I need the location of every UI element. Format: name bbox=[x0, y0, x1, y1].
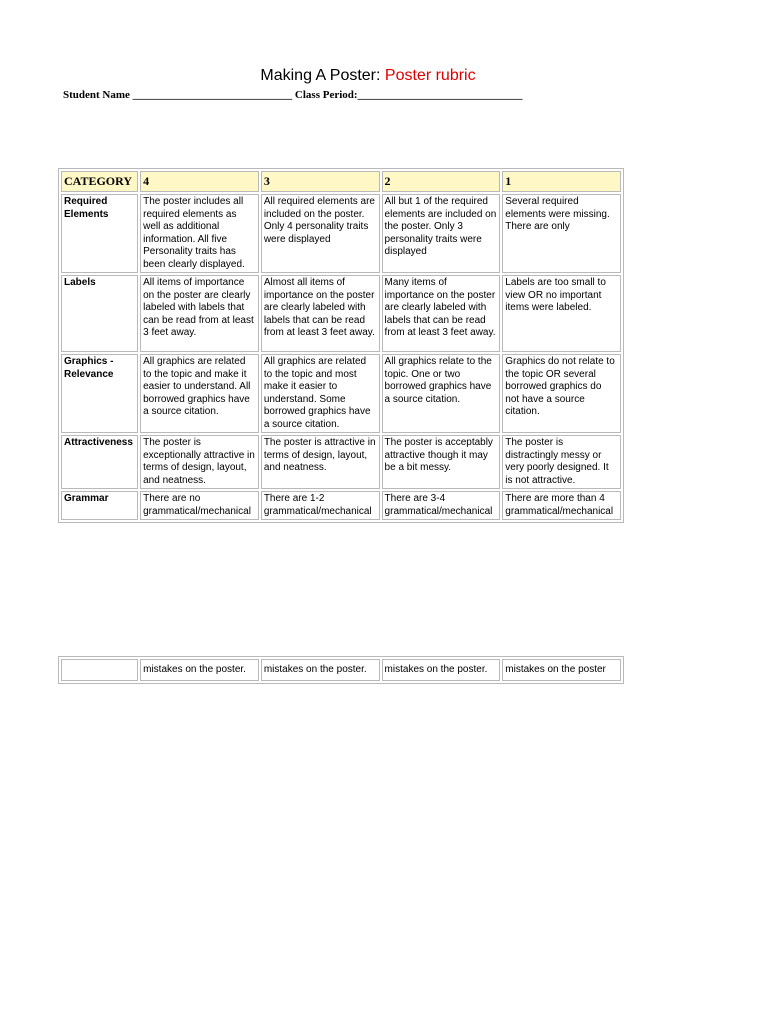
table-row bbox=[61, 194, 621, 273]
rubric-cell: Several required elements were missing. There are only bbox=[502, 194, 621, 273]
title-main: Making A Poster: bbox=[260, 67, 385, 84]
page-title bbox=[0, 67, 736, 85]
rubric-cell: The poster includes all required elements as well as additional information. All five Personality traits has been clearly displayed. bbox=[140, 194, 259, 273]
row-category: Labels bbox=[61, 275, 138, 352]
header-category: CATEGORY bbox=[61, 171, 138, 192]
title-accent: Poster rubric bbox=[384, 67, 476, 84]
rubric-cell: The poster is exceptionally attractive in terms of design, layout, and neatness. bbox=[140, 435, 259, 489]
header-score-4: 4 bbox=[140, 171, 259, 192]
table-row bbox=[61, 275, 621, 352]
rubric-cell: All graphics are related to the topic and make it easier to understand. All borrowed graphics have a source citation. bbox=[140, 354, 259, 433]
rubric-cell: There are 1-2 grammatical/mechanical bbox=[261, 491, 380, 520]
student-info-line: Student Name _____________________________ Class Period:______________________________ bbox=[63, 89, 523, 101]
table-row bbox=[61, 659, 621, 681]
rubric-cell: All graphics relate to the topic. One or two borrowed graphics have a source citation. bbox=[382, 354, 501, 433]
rubric-continuation-table bbox=[58, 656, 624, 684]
row-category: Graphics - Relevance bbox=[61, 354, 138, 433]
table-row bbox=[61, 354, 621, 433]
rubric-cell: Labels are too small to view OR no important items were labeled. bbox=[502, 275, 621, 352]
rubric-cell: mistakes on the poster. bbox=[140, 659, 259, 681]
rubric-cell: mistakes on the poster bbox=[502, 659, 621, 681]
rubric-cell: There are 3-4 grammatical/mechanical bbox=[382, 491, 501, 520]
rubric-cell: All items of importance on the poster are clearly labeled with labels that can be read from at least 3 feet away. bbox=[140, 275, 259, 352]
header-score-2: 2 bbox=[382, 171, 501, 192]
row-category bbox=[61, 659, 138, 681]
rubric-header-row bbox=[61, 171, 621, 192]
rubric-cell: All required elements are included on the poster. Only 4 personality traits were displayed bbox=[261, 194, 380, 273]
header-score-1: 1 bbox=[502, 171, 621, 192]
rubric-cell: The poster is attractive in terms of design, layout, and neatness. bbox=[261, 435, 380, 489]
rubric-cell: Graphics do not relate to the topic OR several borrowed graphics do not have a source citation. bbox=[502, 354, 621, 433]
rubric-table bbox=[58, 168, 624, 523]
rubric-cell: The poster is acceptably attractive though it may be a bit messy. bbox=[382, 435, 501, 489]
rubric-cell: There are no grammatical/mechanical bbox=[140, 491, 259, 520]
rubric-cell: Almost all items of importance on the poster are clearly labeled with labels that can be read from at least 3 feet away. bbox=[261, 275, 380, 352]
rubric-cell: There are more than 4 grammatical/mechanical bbox=[502, 491, 621, 520]
row-category: Required Elements bbox=[61, 194, 138, 273]
rubric-cell: All but 1 of the required elements are included on the poster. Only 3 personality traits were displayed bbox=[382, 194, 501, 273]
row-category: Attractiveness bbox=[61, 435, 138, 489]
rubric-cell: mistakes on the poster. bbox=[382, 659, 501, 681]
rubric-cell: All graphics are related to the topic and most make it easier to understand. Some borrowed graphics have a source citation. bbox=[261, 354, 380, 433]
rubric-cell: Many items of importance on the poster are clearly labeled with labels that can be read from at least 3 feet away. bbox=[382, 275, 501, 352]
rubric-cell: The poster is distractingly messy or very poorly designed. It is not attractive. bbox=[502, 435, 621, 489]
table-row bbox=[61, 435, 621, 489]
row-category: Grammar bbox=[61, 491, 138, 520]
header-score-3: 3 bbox=[261, 171, 380, 192]
rubric-cell: mistakes on the poster. bbox=[261, 659, 380, 681]
table-row bbox=[61, 491, 621, 520]
